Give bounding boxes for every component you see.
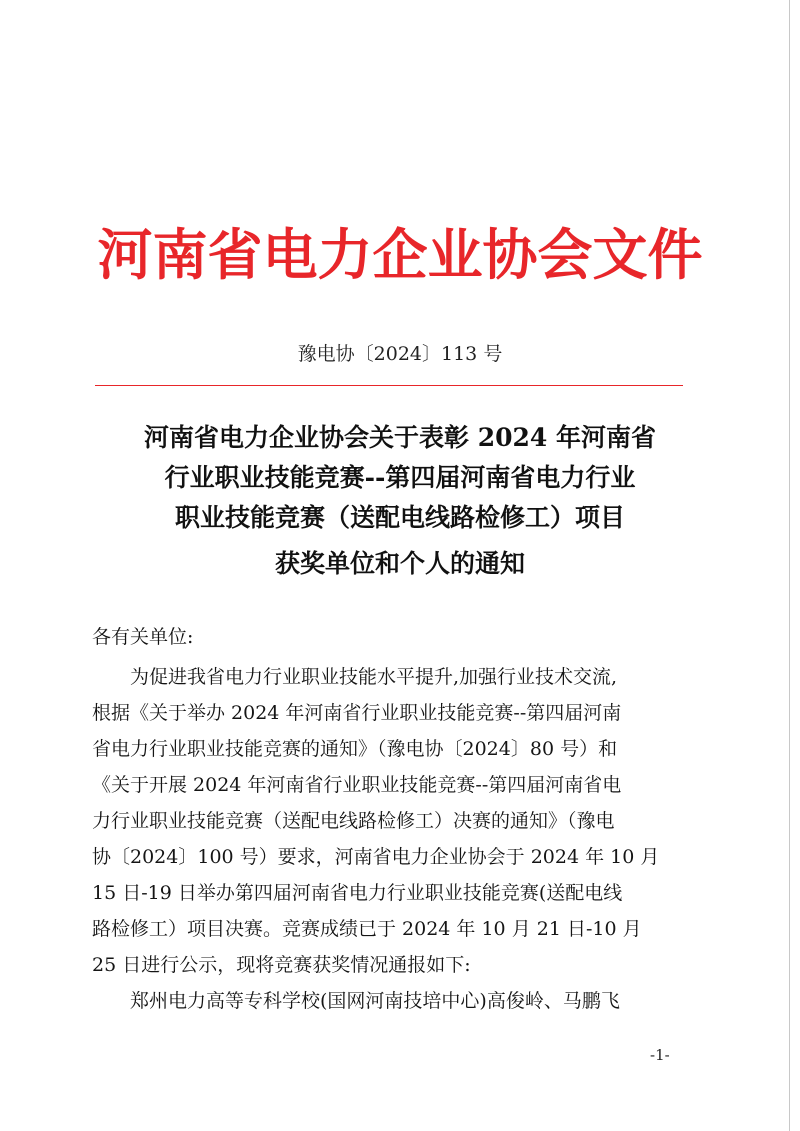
notice-title-line: 河南省电力企业协会关于表彰 2024 年河南省 bbox=[144, 423, 656, 452]
scan-edge-line bbox=[789, 0, 790, 1131]
body-line: 省电力行业职业技能竞赛的通知》（豫电协〔2024〕80 号）和 bbox=[92, 738, 618, 760]
body-line: 根据《关于举办 2024 年河南省行业职业技能竞赛--第四届河南 bbox=[92, 702, 622, 724]
notice-title bbox=[80, 418, 720, 584]
body-line: 郑州电力高等专科学校(国网河南技培中心)高俊岭、马鹏飞 bbox=[130, 990, 620, 1012]
notice-title-line: 获奖单位和个人的通知 bbox=[274, 549, 525, 578]
body-line: 《关于开展 2024 年河南省行业职业技能竞赛--第四届河南省电 bbox=[92, 774, 622, 796]
document-number: 豫电协〔2024〕113 号 bbox=[297, 343, 503, 365]
notice-title-line: 行业职业技能竞赛--第四届河南省电力行业 bbox=[164, 463, 636, 492]
body-line: 为促进我省电力行业职业技能水平提升,加强行业技术交流, bbox=[130, 666, 618, 688]
body-line: 力行业职业技能竞赛（送配电线路检修工）决赛的通知》（豫电 bbox=[92, 810, 615, 832]
body-line: 25 日进行公示，现将竞赛获奖情况通报如下: bbox=[92, 954, 471, 976]
body-line: 协〔2024〕100 号）要求，河南省电力企业协会于 2024 年 10 月 bbox=[92, 846, 660, 868]
document-header-title: 河南省电力企业协会文件 bbox=[97, 222, 703, 287]
body-paragraphs bbox=[92, 659, 692, 1019]
salutation: 各有关单位: bbox=[92, 626, 194, 648]
header-divider bbox=[95, 385, 683, 386]
body-line: 路检修工）项目决赛。竞赛成绩已于 2024 年 10 月 21 日-10 月 bbox=[92, 918, 642, 940]
notice-title-line: 职业技能竞赛（送配电线路检修工）项目 bbox=[174, 503, 625, 532]
page-number: -1- bbox=[650, 1046, 670, 1064]
body-line: 15 日-19 日举办第四届河南省电力行业职业技能竞赛(送配电线 bbox=[92, 882, 623, 904]
